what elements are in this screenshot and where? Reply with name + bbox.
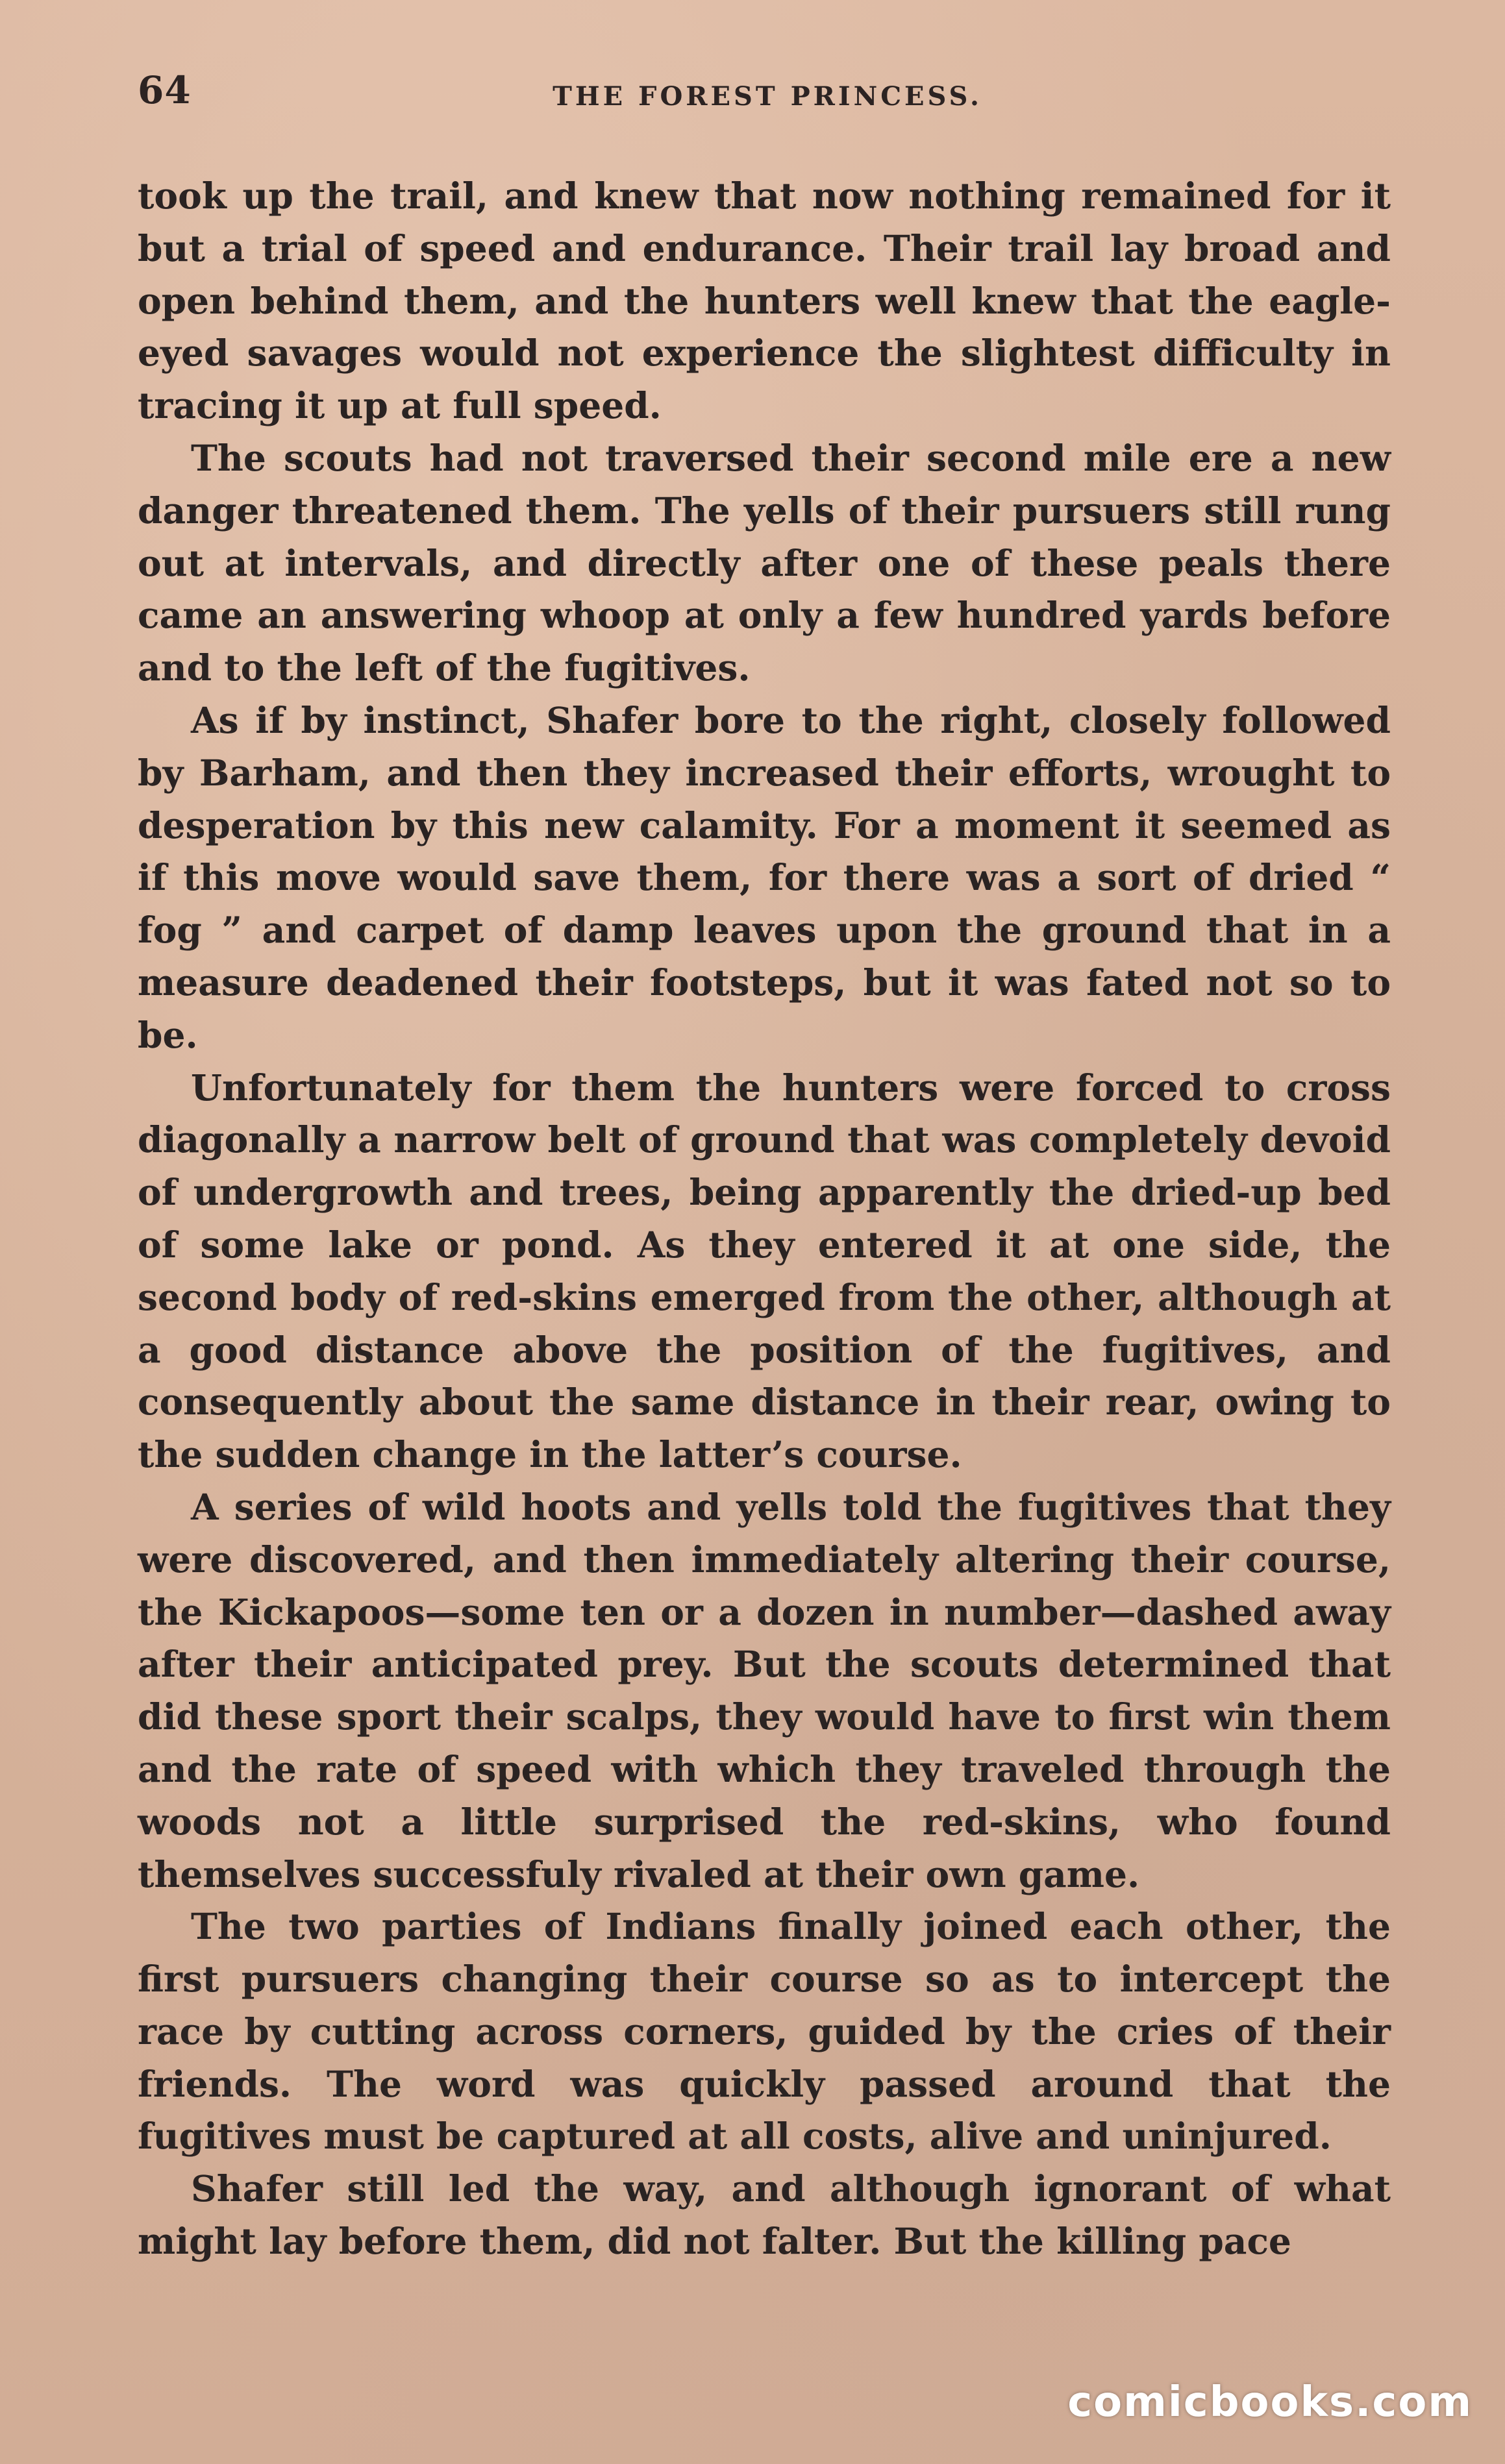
paragraph: Unfortunately for them the hunters were forced to cross diagonally a narrow belt of ground that was completely devoid of undergrowth and trees, being apparently the dried-up bed of some lake or pond. As they entered it at one side, the second body of red-skins emerged from the other, although at a good distance above the position of the fugitives, and consequently about the same distance in their rear, owing to the sudden change in the latter’s course.	[138, 1066, 1391, 1476]
paragraph: A series of wild hoots and yells told the fugitives that they were discovered, and then immediately altering their course, the Kickapoos—some ten or a dozen in number—dashed away after their anticipated prey. But the scouts determined that did these sport their scalps, they would have to first win them and the rate of speed with which they traveled through the woods not a little surprised the red-skins, who found themselves successfuly rivaled at their own game.	[138, 1485, 1391, 1895]
paragraph: The two parties of Indians finally joined each other, the first pursuers changing their course so as to intercept the race by cutting across corners, guided by the cries of their friends. The word was quickly passed around that the fugitives must be captured at all costs, alive and uninjured.	[138, 1905, 1391, 2158]
body-text	[138, 170, 1391, 2268]
running-title: THE FOREST PRINCESS.	[553, 81, 982, 112]
site-watermark: comicbooks.com	[1067, 2378, 1473, 2426]
paragraph: took up the trail, and knew that now nothing remained for it but a trial of speed and endurance. Their trail lay broad and open behind them, and the hunters well knew that the eagle-eyed savages would not experience the slightest difficulty in tracing it up at full speed.	[138, 175, 1391, 427]
page-header	[138, 68, 1397, 127]
page-number: 64	[138, 68, 192, 112]
paragraph: As if by instinct, Shafer bore to the right, closely followed by Barham, and then they increased their efforts, wrought to desperation by this new calamity. For a moment it seemed as if this move would save them, for there was a sort of dried “ fog ” and carpet of damp leaves upon the ground that in a measure deadened their footsteps, but it was fated not so to be.	[138, 698, 1391, 1056]
paragraph: Shafer still led the way, and although ignorant of what might lay before them, did not falter. But the killing pace	[138, 2167, 1391, 2263]
paragraph: The scouts had not traversed their second mile ere a new danger threatened them. The yells of their pursuers still rung out at intervals, and directly after one of these peals there came an answering whoop at only a few hundred yards before and to the left of the fugitives.	[138, 436, 1391, 689]
